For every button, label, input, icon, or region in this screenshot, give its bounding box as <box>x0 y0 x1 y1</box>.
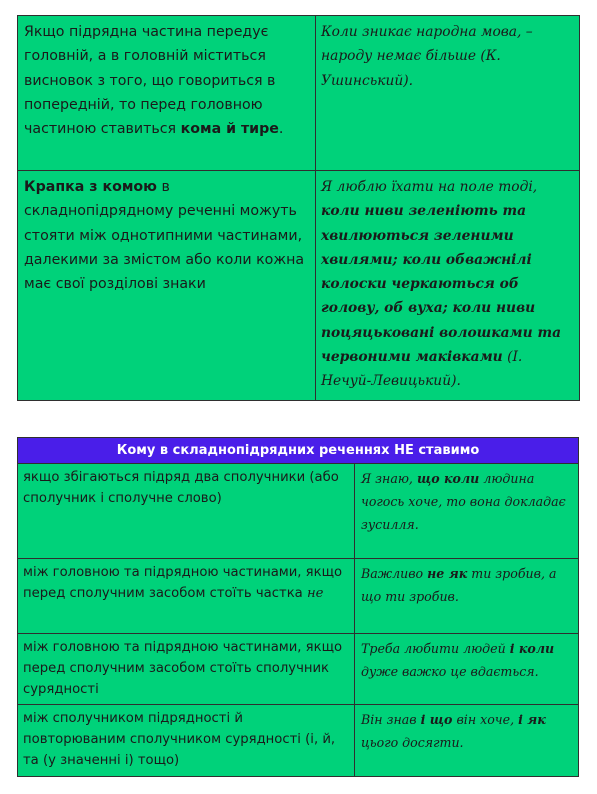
table-row <box>18 559 579 634</box>
example-highlight: і коли <box>509 641 555 656</box>
example-text: ти зробив, а що ти зробив. <box>361 566 557 604</box>
example-highlight: не як <box>427 566 468 581</box>
rule-cell <box>18 171 316 401</box>
rule-cell <box>18 464 355 559</box>
example-cell <box>355 634 579 705</box>
example-cell <box>355 464 579 559</box>
example-text: Я знаю, <box>361 471 417 486</box>
table-row <box>18 705 579 777</box>
example-text: Треба любити людей <box>361 641 510 656</box>
example-highlight: що коли <box>416 471 480 486</box>
example-highlight: і що <box>420 712 453 727</box>
rule-term: кома й тире <box>180 121 279 138</box>
example-highlight: і як <box>518 712 546 727</box>
example-text: цього досягти. <box>361 735 464 750</box>
table-header: Кому в складнопідрядних реченнях НЕ ставимо <box>18 438 579 464</box>
rule-text: якщо збігаються підряд два сполучники (або сполучник і сполучне слово) <box>23 470 339 506</box>
example-cell <box>316 16 580 171</box>
rule-cell <box>18 705 355 777</box>
rule-term: Крапка з комою <box>24 179 157 195</box>
rule-cell <box>18 559 355 634</box>
rule-text: між сполучником підрядності й повторюваним сполучником сурядності (і, й, та (у значенні і) тощо) <box>23 711 336 768</box>
rule-text: між головною та підрядною частинами, якщо перед сполучним засобом стоїть частка <box>23 565 343 601</box>
rule-text: в складнопідрядному реченні можуть стояти між однотипними частинами, далекими за змістом або коли кожна має свої розділові знаки <box>24 179 305 293</box>
example-text: дуже важко це вдається. <box>361 664 539 679</box>
example-text: людина чогось хоче, то вона докладає зусилля. <box>361 471 566 532</box>
example-text: він хоче, <box>452 712 519 727</box>
rule-cell <box>18 16 316 171</box>
example-text: Він знав <box>361 712 421 727</box>
no-comma-rules-table <box>17 437 579 777</box>
example-text: (І. Нечуй-Левицький). <box>321 349 523 390</box>
example-text: Важливо <box>361 566 428 581</box>
example-cell <box>355 705 579 777</box>
example-highlight: коли ниви зеленіють та хвилюються зеленими хвилями; коли обважнілі колоски черкаються об голову, об вуха; коли ниви поцяцьковані волошками та червоними маківками <box>321 203 562 366</box>
example-text: Я люблю їхати на поле тоді, <box>321 179 538 195</box>
example-text: Коли зникає народна мова, – народу немає більше (К. Ушинський). <box>321 24 533 89</box>
table-row <box>18 16 580 171</box>
table-row <box>18 634 579 705</box>
example-cell <box>316 171 580 401</box>
table-row <box>18 464 579 559</box>
table-header-row <box>18 438 579 464</box>
rule-cell <box>18 634 355 705</box>
example-cell <box>355 559 579 634</box>
punctuation-rules-table <box>17 15 580 401</box>
rule-text: між головною та підрядною частинами, якщо перед сполучним засобом стоїть сполучник сурядності <box>23 640 343 697</box>
rule-particle: не <box>306 586 324 601</box>
rule-text: Якщо підрядна частина передує головній, а в головній міститься висновок з того, що говориться в попередній, то перед головною частиною ставиться <box>24 24 276 138</box>
rule-text: . <box>278 121 284 138</box>
table-row <box>18 171 580 401</box>
